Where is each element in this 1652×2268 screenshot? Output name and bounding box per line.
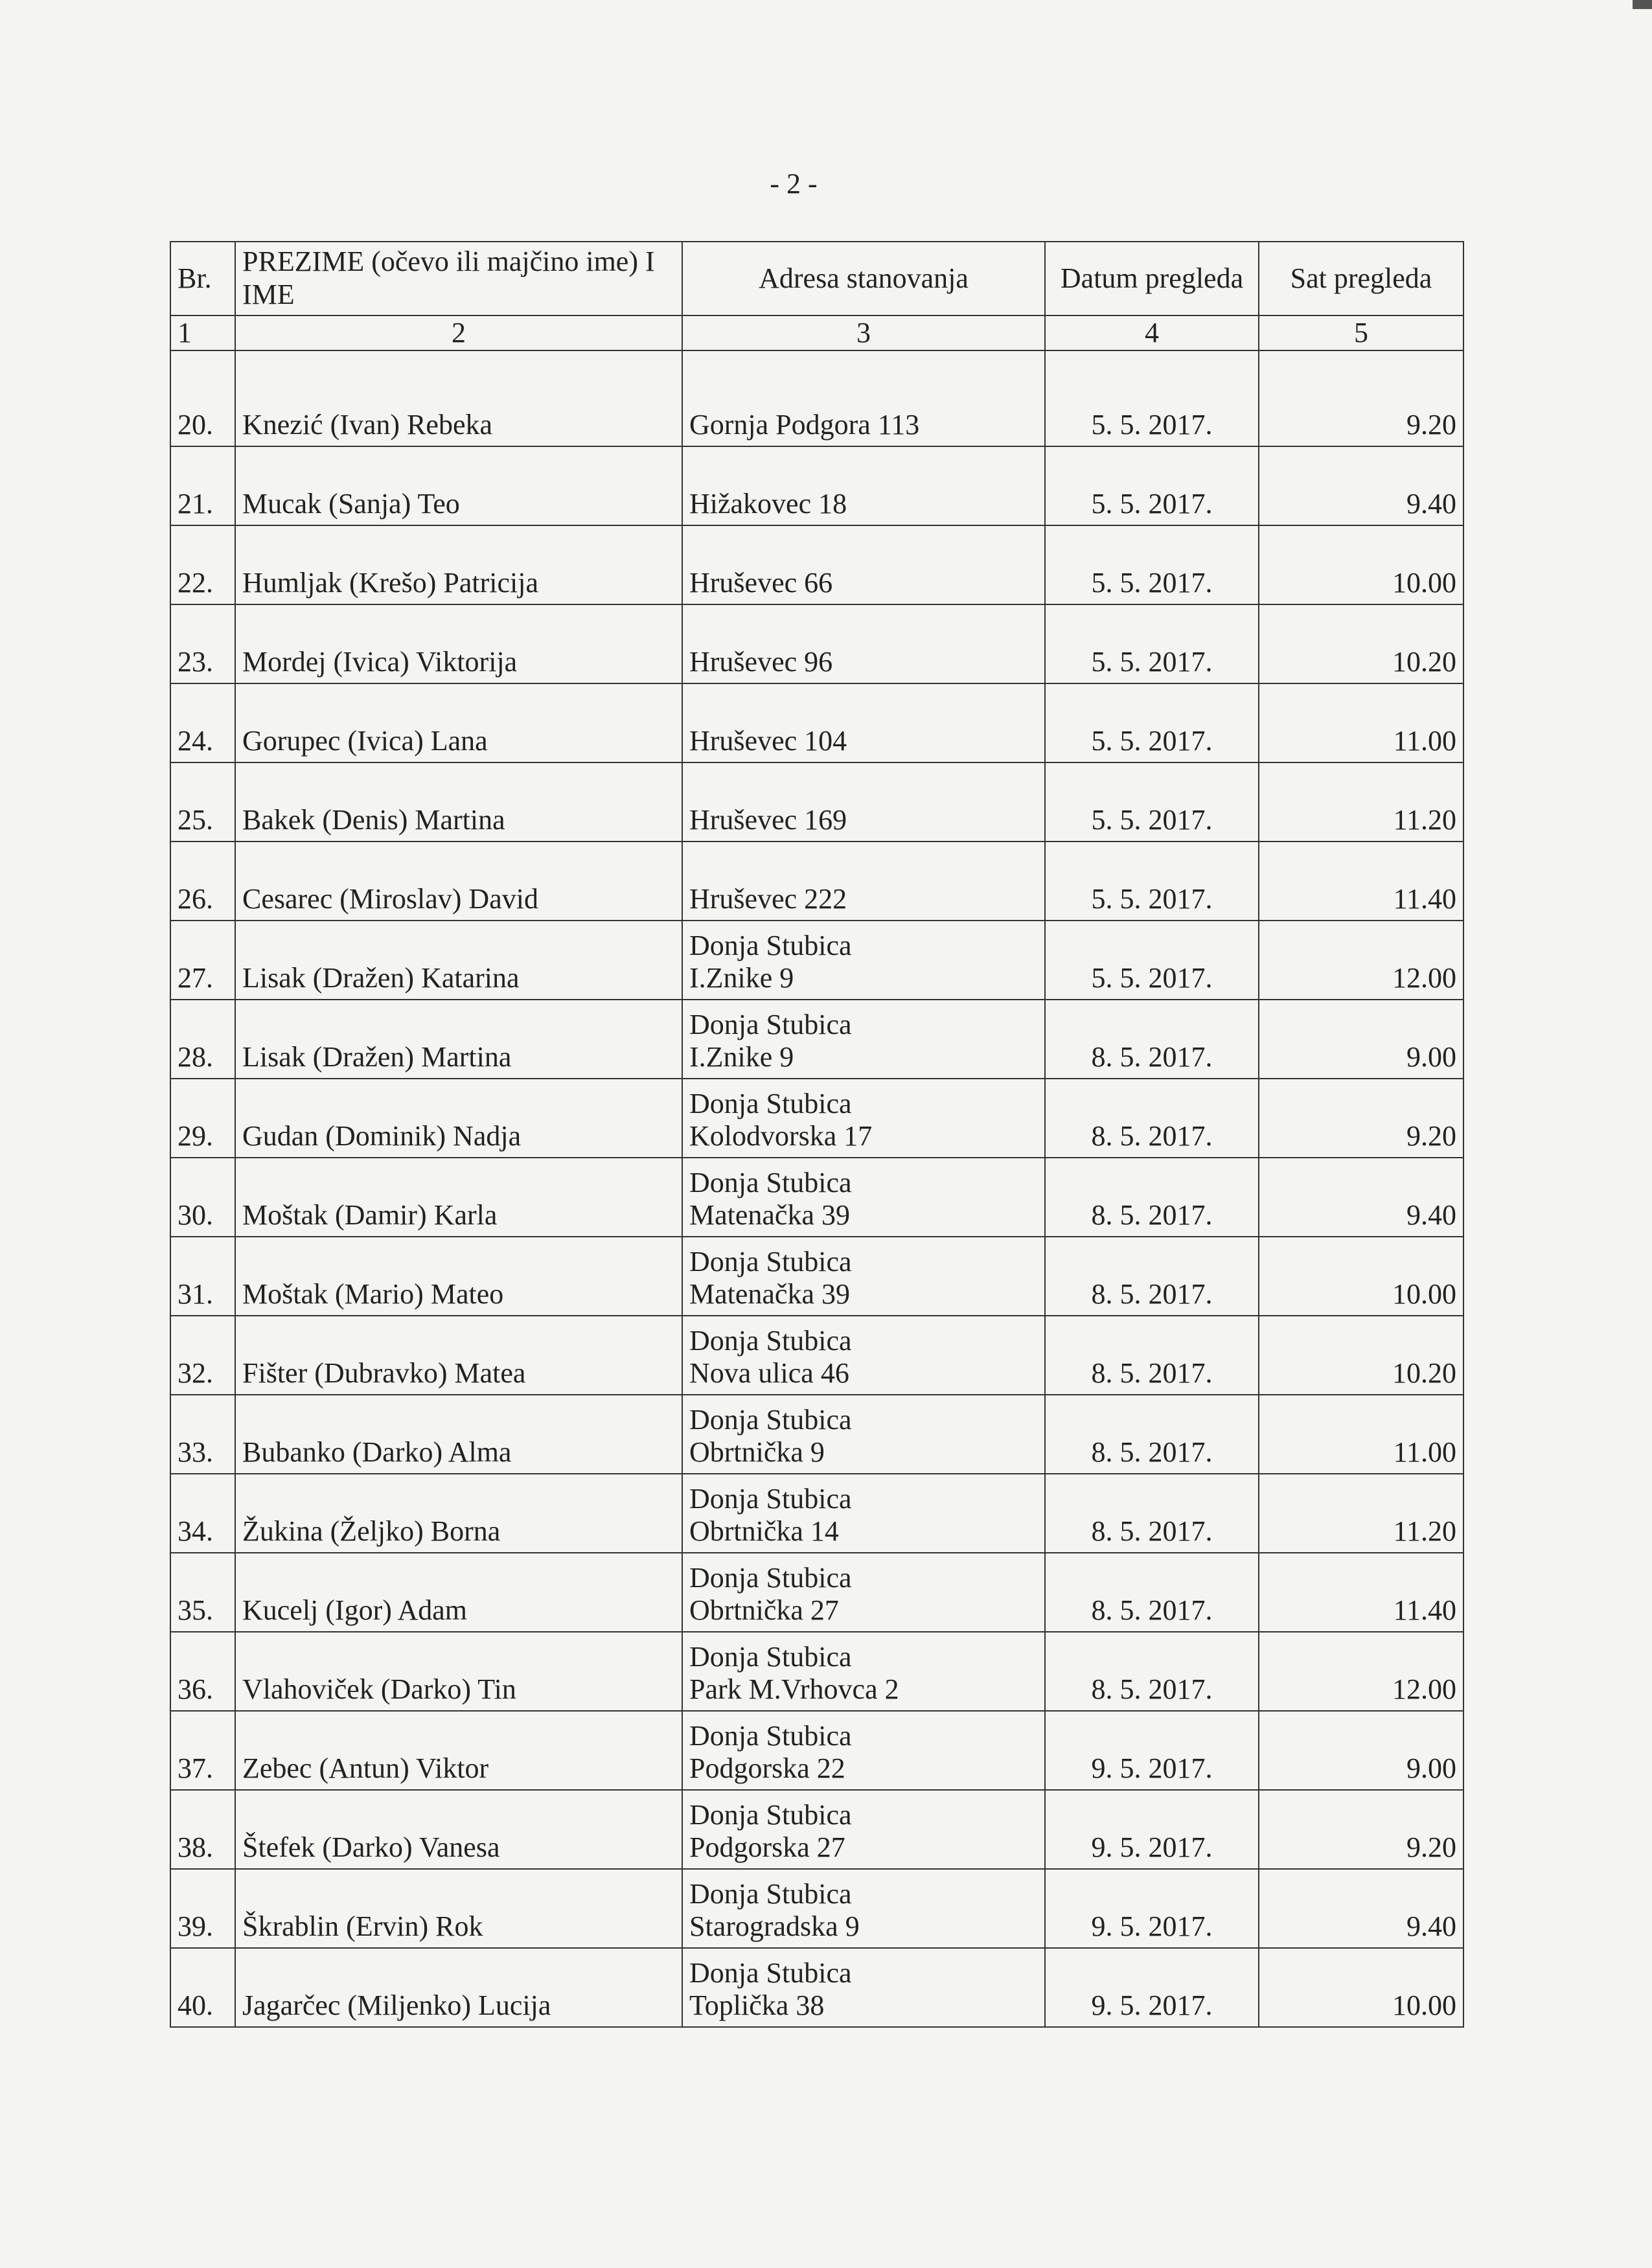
table-column-number-row (170, 315, 1463, 350)
person-name: Humljak (Krešo) Patricija (235, 525, 682, 604)
person-name: Bubanko (Darko) Alma (235, 1395, 682, 1474)
address-town: Donja Stubica (689, 1561, 852, 1594)
table-row (170, 1632, 1463, 1711)
address-cell (682, 1237, 1045, 1316)
address-cell (682, 525, 1045, 604)
person-name: Žukina (Željko) Borna (235, 1474, 682, 1553)
exam-time: 9.20 (1259, 1079, 1463, 1158)
table-row (170, 1790, 1463, 1869)
person-name: Fišter (Dubravko) Matea (235, 1316, 682, 1395)
exam-time: 9.20 (1259, 350, 1463, 446)
address-street: Podgorska 22 (689, 1752, 845, 1785)
exam-date: 8. 5. 2017. (1045, 1316, 1259, 1395)
address-cell (682, 762, 1045, 842)
address-cell (682, 1869, 1045, 1948)
exam-time: 9.40 (1259, 1869, 1463, 1948)
exam-time: 11.00 (1259, 683, 1463, 762)
exam-time: 10.00 (1259, 525, 1463, 604)
person-name: Mordej (Ivica) Viktorija (235, 604, 682, 683)
address-town: Donja Stubica (689, 1956, 852, 1989)
address-street: Hruševec 169 (689, 804, 847, 836)
row-number: 23. (170, 604, 235, 683)
exam-date: 9. 5. 2017. (1045, 1790, 1259, 1869)
exam-date: 9. 5. 2017. (1045, 1869, 1259, 1948)
header-br: Br. (170, 242, 235, 315)
row-number: 35. (170, 1553, 235, 1632)
address-cell (682, 921, 1045, 1000)
column-number-2: 2 (235, 315, 682, 350)
row-number: 28. (170, 1000, 235, 1079)
address-town: Donja Stubica (689, 1403, 852, 1436)
scan-edge-mark (1633, 0, 1652, 9)
exam-date: 8. 5. 2017. (1045, 1237, 1259, 1316)
header-time: Sat pregleda (1259, 242, 1463, 315)
address-town: Donja Stubica (689, 1324, 852, 1357)
address-cell (682, 1316, 1045, 1395)
exam-date: 8. 5. 2017. (1045, 1079, 1259, 1158)
exam-date: 9. 5. 2017. (1045, 1948, 1259, 2027)
exam-time: 9.20 (1259, 1790, 1463, 1869)
row-number: 31. (170, 1237, 235, 1316)
address-town: Donja Stubica (689, 1482, 852, 1515)
row-number: 32. (170, 1316, 235, 1395)
person-name: Moštak (Mario) Mateo (235, 1237, 682, 1316)
address-street: Hruševec 222 (689, 883, 847, 915)
address-town: Donja Stubica (689, 1087, 852, 1119)
address-street: Starogradska 9 (689, 1910, 860, 1943)
exam-time: 9.00 (1259, 1711, 1463, 1790)
exam-time: 9.40 (1259, 446, 1463, 525)
person-name: Cesarec (Miroslav) David (235, 842, 682, 921)
row-number: 24. (170, 683, 235, 762)
address-street: Hruševec 104 (689, 725, 847, 757)
address-town: Donja Stubica (689, 1719, 852, 1752)
exam-time: 12.00 (1259, 1632, 1463, 1711)
address-town: Donja Stubica (689, 929, 852, 961)
exam-time: 11.20 (1259, 1474, 1463, 1553)
address-town: Donja Stubica (689, 1877, 852, 1910)
exam-date: 5. 5. 2017. (1045, 525, 1259, 604)
address-street: Podgorska 27 (689, 1831, 845, 1864)
table-row (170, 1711, 1463, 1790)
exam-time: 11.00 (1259, 1395, 1463, 1474)
person-name: Vlahoviček (Darko) Tin (235, 1632, 682, 1711)
address-cell (682, 1474, 1045, 1553)
address-street: Park M.Vrhovca 2 (689, 1673, 899, 1706)
row-number: 33. (170, 1395, 235, 1474)
exam-time: 10.00 (1259, 1948, 1463, 2027)
address-cell (682, 1632, 1045, 1711)
table-row (170, 525, 1463, 604)
person-name: Bakek (Denis) Martina (235, 762, 682, 842)
table-header-row (170, 242, 1463, 315)
address-street: Matenačka 39 (689, 1199, 850, 1231)
address-cell (682, 1948, 1045, 2027)
row-number: 38. (170, 1790, 235, 1869)
table-row (170, 446, 1463, 525)
header-address: Adresa stanovanja (682, 242, 1045, 315)
exam-date: 8. 5. 2017. (1045, 1553, 1259, 1632)
exam-date: 5. 5. 2017. (1045, 842, 1259, 921)
column-number-4: 4 (1045, 315, 1259, 350)
row-number: 26. (170, 842, 235, 921)
table-row (170, 1395, 1463, 1474)
table-row (170, 1158, 1463, 1237)
table-row (170, 604, 1463, 683)
exam-time: 12.00 (1259, 921, 1463, 1000)
exam-date: 8. 5. 2017. (1045, 1474, 1259, 1553)
page-number: - 2 - (770, 168, 818, 200)
exam-date: 5. 5. 2017. (1045, 350, 1259, 446)
person-name: Knezić (Ivan) Rebeka (235, 350, 682, 446)
address-street: Obrtnička 9 (689, 1436, 825, 1469)
address-town: Donja Stubica (689, 1640, 852, 1673)
row-number: 27. (170, 921, 235, 1000)
person-name: Mucak (Sanja) Teo (235, 446, 682, 525)
row-number: 29. (170, 1079, 235, 1158)
person-name: Gudan (Dominik) Nadja (235, 1079, 682, 1158)
address-cell (682, 683, 1045, 762)
address-street: I.Znike 9 (689, 962, 794, 994)
person-name: Lisak (Dražen) Martina (235, 1000, 682, 1079)
table-row (170, 762, 1463, 842)
table-row (170, 1553, 1463, 1632)
exam-time: 11.20 (1259, 762, 1463, 842)
person-name: Gorupec (Ivica) Lana (235, 683, 682, 762)
address-street: Hruševec 96 (689, 646, 833, 678)
exam-date: 8. 5. 2017. (1045, 1632, 1259, 1711)
column-number-3: 3 (682, 315, 1045, 350)
address-cell (682, 1000, 1045, 1079)
exam-date: 8. 5. 2017. (1045, 1158, 1259, 1237)
row-number: 39. (170, 1869, 235, 1948)
exam-date: 8. 5. 2017. (1045, 1000, 1259, 1079)
address-cell (682, 1395, 1045, 1474)
row-number: 22. (170, 525, 235, 604)
row-number: 36. (170, 1632, 235, 1711)
address-street: Hruševec 66 (689, 567, 833, 599)
table-row (170, 350, 1463, 446)
exam-time: 9.00 (1259, 1000, 1463, 1079)
header-date: Datum pregleda (1045, 242, 1259, 315)
table-row (170, 1079, 1463, 1158)
address-cell (682, 1790, 1045, 1869)
table-row (170, 1237, 1463, 1316)
column-number-1: 1 (170, 315, 235, 350)
address-town: Donja Stubica (689, 1798, 852, 1831)
address-cell (682, 1079, 1045, 1158)
row-number: 25. (170, 762, 235, 842)
exam-date: 5. 5. 2017. (1045, 683, 1259, 762)
address-cell (682, 1553, 1045, 1632)
table-row (170, 1869, 1463, 1948)
person-name: Kucelj (Igor) Adam (235, 1553, 682, 1632)
address-cell (682, 604, 1045, 683)
person-name: Lisak (Dražen) Katarina (235, 921, 682, 1000)
address-town: Donja Stubica (689, 1166, 852, 1198)
table-row (170, 1474, 1463, 1553)
row-number: 30. (170, 1158, 235, 1237)
exam-date: 5. 5. 2017. (1045, 604, 1259, 683)
person-name: Zebec (Antun) Viktor (235, 1711, 682, 1790)
exam-date: 9. 5. 2017. (1045, 1711, 1259, 1790)
table-row (170, 1000, 1463, 1079)
row-number: 34. (170, 1474, 235, 1553)
exam-time: 11.40 (1259, 842, 1463, 921)
address-town: Donja Stubica (689, 1008, 852, 1040)
person-name: Moštak (Damir) Karla (235, 1158, 682, 1237)
table-row (170, 683, 1463, 762)
address-cell (682, 1158, 1045, 1237)
address-cell (682, 842, 1045, 921)
exam-date: 5. 5. 2017. (1045, 446, 1259, 525)
address-street: I.Znike 9 (689, 1041, 794, 1073)
table-row (170, 921, 1463, 1000)
exam-time: 10.20 (1259, 604, 1463, 683)
exam-time: 10.20 (1259, 1316, 1463, 1395)
row-number: 20. (170, 350, 235, 446)
column-number-5: 5 (1259, 315, 1463, 350)
person-name: Škrablin (Ervin) Rok (235, 1869, 682, 1948)
row-number: 40. (170, 1948, 235, 2027)
exam-time: 9.40 (1259, 1158, 1463, 1237)
exam-time: 10.00 (1259, 1237, 1463, 1316)
address-street: Matenačka 39 (689, 1278, 850, 1311)
address-town: Donja Stubica (689, 1245, 852, 1277)
address-street: Gornja Podgora 113 (689, 409, 920, 441)
table-row (170, 1316, 1463, 1395)
address-cell (682, 350, 1045, 446)
person-name: Štefek (Darko) Vanesa (235, 1790, 682, 1869)
row-number: 37. (170, 1711, 235, 1790)
table-row (170, 1948, 1463, 2027)
address-street: Nova ulica 46 (689, 1357, 849, 1390)
exam-date: 8. 5. 2017. (1045, 1395, 1259, 1474)
person-name: Jagarčec (Miljenko) Lucija (235, 1948, 682, 2027)
table-row (170, 842, 1463, 921)
address-street: Obrtnička 14 (689, 1515, 839, 1548)
address-street: Toplička 38 (689, 1989, 825, 2022)
address-street: Hižakovec 18 (689, 488, 847, 520)
header-name: PREZIME (očevo ili majčino ime) I IME (235, 242, 682, 315)
exam-date: 5. 5. 2017. (1045, 921, 1259, 1000)
address-street: Obrtnička 27 (689, 1594, 839, 1627)
schedule-table (170, 241, 1464, 2028)
exam-time: 11.40 (1259, 1553, 1463, 1632)
exam-date: 5. 5. 2017. (1045, 762, 1259, 842)
address-cell (682, 446, 1045, 525)
address-cell (682, 1711, 1045, 1790)
address-street: Kolodvorska 17 (689, 1120, 873, 1152)
row-number: 21. (170, 446, 235, 525)
table-body (170, 350, 1463, 2027)
